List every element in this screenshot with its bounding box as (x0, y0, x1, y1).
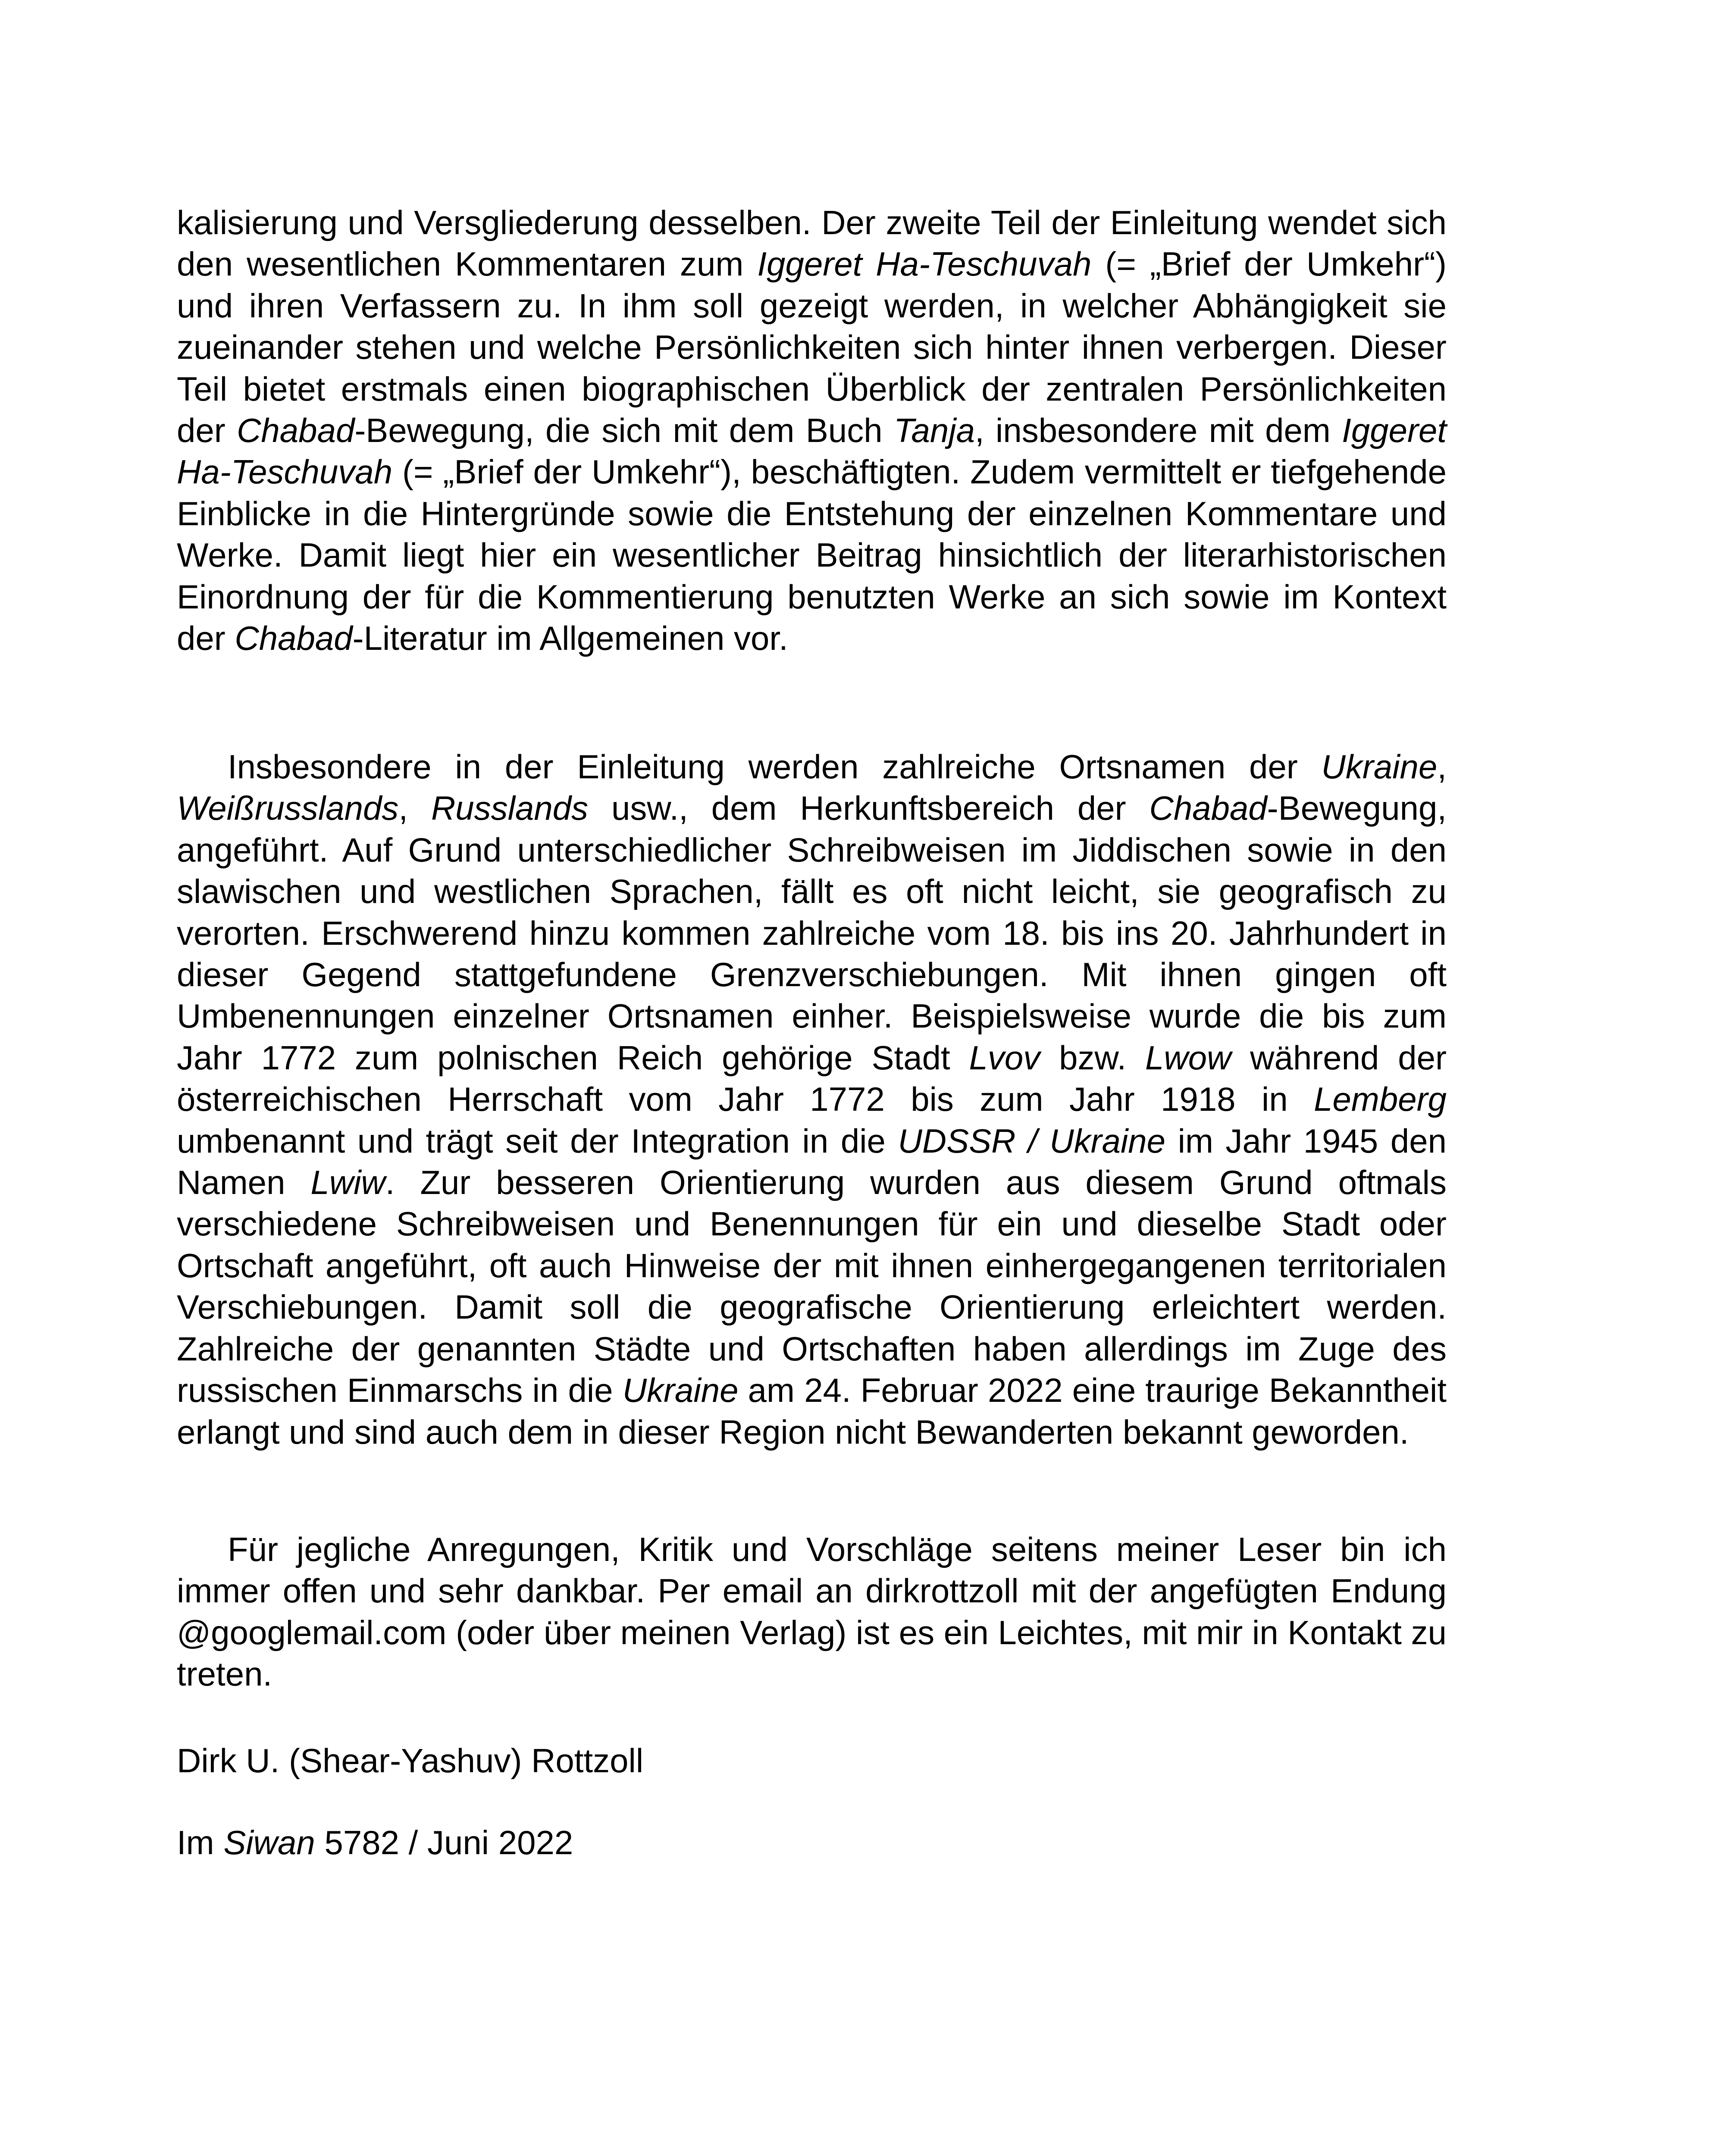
text-run: -Bewegung, angeführt. Auf Grund unterschiedlicher Schreibweisen im Jiddischen sowie in den slawischen und westlichen Sprachen, fällt es oft nicht leicht, sie geografisch zu verorten. Erschwerend hinzu kommen zahlreiche vom 18. bis ins 20. Jahrhundert in dieser Gegend stattgefundene Grenzverschiebungen. Mit ihnen gingen oft Umbenennungen einzelner Ortsnamen einher. Beispielsweise wurde die bis zum Jahr 1772 zum polnischen Reich gehörige Stadt (177, 789, 1447, 1077)
italic-term: Siwan (223, 1824, 315, 1861)
italic-term: UDSSR / Ukraine (898, 1122, 1166, 1160)
text-run: am 24. Februar 2022 eine traurige Bekanntheit erlangt und sind auch dem in dieser Region nicht Bewanderten bekannt geworden. (177, 1371, 1447, 1451)
text-run: während der österreichischen Herrschaft vom Jahr 1772 bis zum Jahr 1918 in (177, 1038, 1447, 1119)
text-run: (= „Brief der Umkehr“), beschäftigten. Zudem vermittelt er tiefgehende Einblicke in die Hintergründe sowie die Entstehung der einzelnen Kommentare und Werke. Damit liegt hier ein wesentlicher Beitrag hinsichtlich der literarhistorischen Einordnung der für die Kommentierung benutzten Werke an sich sowie im Kontext der (177, 453, 1447, 658)
italic-term: Weißrusslands (177, 789, 399, 827)
italic-term: Lvov (969, 1038, 1040, 1077)
text-run: , (398, 789, 431, 827)
text-run: , (1437, 748, 1447, 786)
paragraph-intro-continuation (177, 202, 1447, 659)
text-run: 5782 / Juni 2022 (315, 1824, 573, 1861)
italic-term: Iggeret Ha-Teschuvah (177, 411, 1447, 491)
text-run: Im (177, 1824, 224, 1861)
paragraph-contact (177, 1529, 1447, 1695)
text-run: usw., dem Herkunftsbereich der (588, 789, 1149, 827)
text-run: (= „Brief der Umkehr“) und ihren Verfassern zu. In ihm soll gezeigt werden, in welcher Abhängigkeit sie zueinander stehen und welche Persönlichkeiten sich hinter ihnen verbergen. Dieser Teil bietet erstmals einen biographischen Überblick der zentralen Persönlichkeiten der (177, 245, 1447, 450)
italic-term: Chabad (237, 411, 355, 450)
paragraph-place-names (177, 746, 1447, 1453)
text-run: , insbesondere mit dem (975, 411, 1342, 450)
signature-name: Dirk U. (Shear-Yashuv) Rottzoll (177, 1742, 644, 1780)
text-run: kalisierung und Versgliederung desselben. Der zweite Teil der Einleitung wendet sich den wesentlichen Kommentaren zum (177, 204, 1447, 283)
italic-term: Lemberg (1314, 1080, 1447, 1119)
italic-term: Ukraine (1321, 748, 1438, 786)
text-run: umbenannt und trägt seit der Integration in die (177, 1122, 898, 1160)
italic-term: Lwiw (310, 1163, 385, 1202)
italic-term: Chabad (235, 619, 353, 658)
italic-term: Lwow (1145, 1038, 1231, 1077)
text-run: im Jahr 1945 den Namen (177, 1122, 1447, 1202)
italic-term: Tanja (894, 411, 975, 450)
text-run: -Bewegung, die sich mit dem Buch (354, 411, 894, 450)
italic-term: Iggeret Ha-Teschuvah (757, 245, 1092, 283)
text-run: . Zur besseren Orientierung wurden aus diesem Grund oftmals verschiedene Schreibweisen und Benennungen für ein und dieselbe Stadt oder Ortschaft angeführt, oft auch Hinweise der mit ihnen einhergegangenen territorialen Verschiebungen. Damit soll die geografische Orientierung erleichtert werden. Zahlreiche der genannten Städte und Ortschaften haben allerdings im Zuge des russischen Einmarschs in die (177, 1163, 1447, 1410)
italic-term: Ukraine (622, 1371, 739, 1410)
text-run: bzw. (1040, 1038, 1145, 1077)
italic-term: Russlands (431, 789, 589, 827)
text-run: Insbesondere in der Einleitung werden zahlreiche Ortsnamen der (228, 748, 1322, 786)
text-run: Für jegliche Anregungen, Kritik und Vorschläge seitens meiner Leser bin ich immer offen und sehr dankbar. Per email an dirkrottzoll mit der angefügten Endung @googlemail.com (oder über meinen Verlag) ist es ein Leichtes, mit mir in Kontakt zu treten. (177, 1530, 1447, 1693)
italic-term: Chabad (1149, 789, 1267, 827)
text-run: -Literatur im Allgemeinen vor. (352, 619, 788, 658)
signature-date (177, 1822, 573, 1863)
